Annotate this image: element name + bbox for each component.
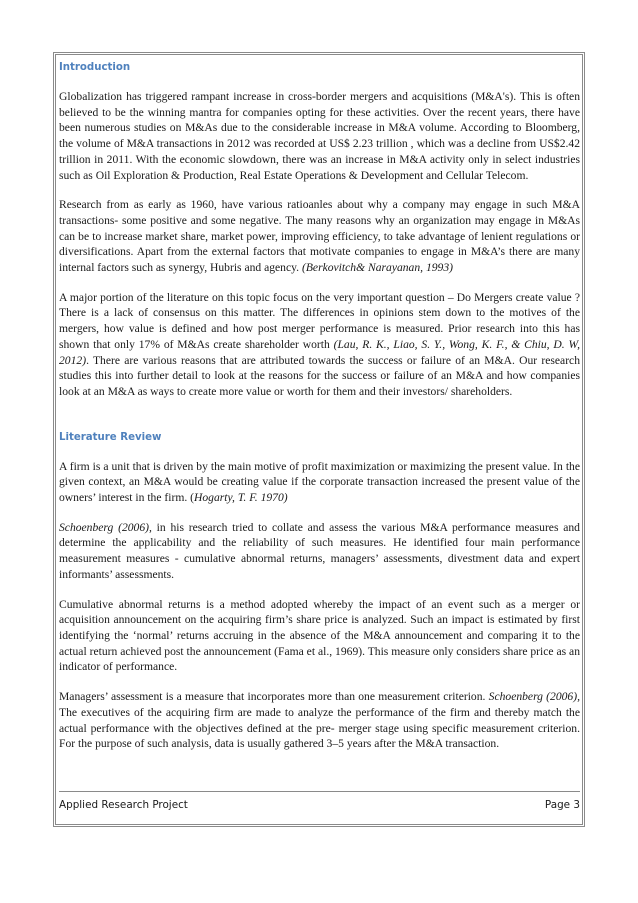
intro-p2-citation: (Berkovitch& Narayanan, 1993) [301, 261, 453, 275]
literature-review-heading: Literature Review [59, 431, 162, 443]
lit-paragraph-3: Cumulative abnormal returns is a method adopted whereby the impact of an event such as a merger or acquisition announcement on the acquiring firm’s share price is analyzed. Such an impact is estimated by first identifying the ‘normal’ returns accruing in the absence of the M&A announcement and comparing it to the actual return achieved post the announcement (Fama et al., 1969). This measure only considers share price as an indicator of performance. [59, 597, 580, 674]
intro-p3-text-a: A major portion of the literature on this topic focus on the very important question – Do Mergers create value ? There is a lack of consensus on this matter. The differences in opinions stem down to the motives of the mergers, how value is defined and how post merger performance is measured. Prior research into this has shown that only 17% of M&As create shareholder worth [59, 290, 580, 351]
lit-p2-text: in his research tried to collate and assess the various M&A performance measures and determine the applicability and the reliability of such measures. He identified four main performance measurement measures - cumulative abnormal returns, managers’ assessments, divestment data and expert informants’ assessments. [59, 520, 580, 581]
intro-paragraph-2 [59, 197, 580, 276]
lit-p4-text-b: The executives of the acquiring firm are made to analyze the performance of the firm and thereby match the actual performance with the objectives defined at the pre- merger stage using specific measurement criterion. For the purpose of such analysis, data is usually gathered 3–5 years after the M&A transaction. [59, 705, 580, 751]
lit-paragraph-1 [59, 459, 580, 506]
intro-p3-citation: (Lau, R. K., Liao, S. Y., Wong, K. F., & Chiu, D. W, 2012) [59, 337, 580, 367]
lit-p1-citation: Hogarty, T. F. 1970) [194, 491, 288, 505]
document-body [59, 60, 580, 766]
footer-page-number: Page 3 [544, 799, 580, 811]
lit-p4-text-a: Managers’ assessment is a measure that incorporates more than one measurement criterion. [59, 690, 489, 704]
intro-paragraph-3 [59, 290, 580, 400]
intro-p3-text-b: . There are various reasons that are attributed towards the success or failure of an M&A. Our research studies this into further detail to look at the reasons for the success or failure of an M&A and how companies look at an M&A as ways to create more value or worth for them and their investors/ shareholders. [59, 353, 580, 398]
footer-divider [59, 791, 580, 792]
lit-p1-text: A firm is a unit that is driven by the main motive of profit maximization or maximizing the present value. In the given context, an M&A would be creating value if the corporate transaction increased the present value of the owners’ interest in the firm. ( [59, 459, 580, 505]
intro-p2-text: Research from as early as 1960, have various ratioanles about why a company may engage in such M&A transactions- some positive and some negative. The many reasons why an organization may engage in M&As can be to increase market share, market power, improving efficiency, to take advantage of lenient regulations or diversifications. Apart from the external factors that motivate companies to engage in M&A’s there are many internal factors such as synergy, Hubris and agency. [59, 198, 580, 275]
lit-paragraph-4 [59, 689, 580, 752]
intro-paragraph-1: Globalization has triggered rampant increase in cross-border mergers and acquisitions (M&A's). This is often believed to be the winning mantra for companies opting for these activities. Over the recent years, there have been numerous studies on M&As due to the considerable increase in M&A volume. According to Bloomberg, the volume of M&A transactions in 2012 was recorded at US$ 2.23 trillion , which was a decline from US$2.42 trillion in 2011. With the economic slowdown, there was an increase in M&A activity only in select industries such as Oil Exploration & Production, Real Estate Operations & Development and Cellular Telecom. [59, 90, 580, 182]
introduction-heading: Introduction [59, 62, 131, 73]
lit-p2-citation: Schoenberg (2006), [59, 520, 152, 534]
footer-project-title: Applied Research Project [59, 799, 188, 811]
lit-p4-citation: Schoenberg (2006), [488, 690, 580, 704]
lit-paragraph-2 [59, 520, 580, 583]
